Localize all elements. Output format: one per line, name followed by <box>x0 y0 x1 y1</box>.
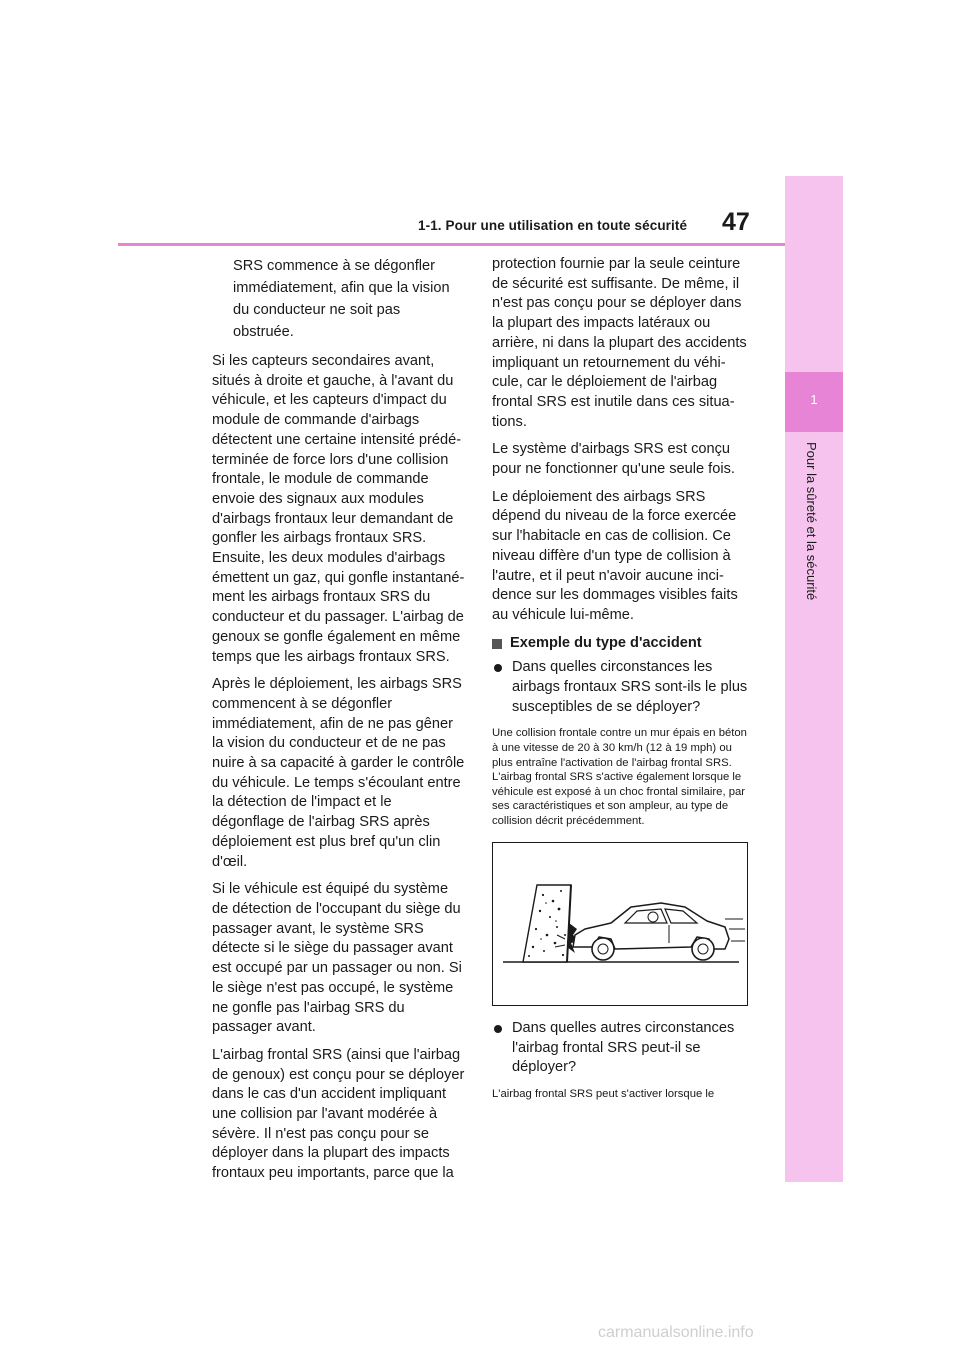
bullet-item <box>492 658 750 717</box>
right-column-lower <box>492 1019 750 1110</box>
bullet-item <box>492 1019 750 1078</box>
chapter-side-tab[interactable] <box>785 176 843 1182</box>
page-number: 47 <box>722 208 750 236</box>
car-wall-collision-icon <box>493 843 746 1004</box>
chapter-label: Pour la sûreté et la sécurité <box>804 442 819 601</box>
bullet-dot-icon <box>494 664 502 672</box>
paragraph: Le système d'airbags SRS est conçu pour ne fonctionner qu'une seule fois. <box>492 441 735 478</box>
paragraph: Après le déploiement, les airbags SRS commencent à se dégonfler immédiatement, afin de ne pas gêner la vision du conducteur et de ne pas nuire à sa capacité à garder le contrôle du véhicule. Le temps s'écoulant entre la détection de l'impact et le dégonflage de l'airbag SRS après déploiement est plus bref qu'un clin d'œil. <box>212 676 465 870</box>
note-text: Une collision frontale contre un mur épais en béton à une vitesse de 20 à 30 km/h (12 à 19 mph) ou plus entraîne l'activation de l'airbag frontal SRS. L'airbag frontal SRS s'active également lorsque le véhicule est exposé à un choc frontal similaire, par ses caractéristiques et son ampleur, au type de collision décrit précédemment. <box>492 727 747 828</box>
paragraph: SRS commence à se dégonfler immédiatement, afin que la vision du conducteur ne soit pas obstruée. <box>233 258 450 340</box>
bullet-text: Dans quelles autres circonstances l'airbag frontal SRS peut-il se déployer? <box>512 1020 735 1076</box>
chapter-number: 1 <box>810 392 818 407</box>
left-column <box>212 255 465 1192</box>
square-bullet-icon <box>492 639 502 649</box>
bullet-text: Dans quelles circonstances les airbags frontaux SRS sont-ils le plus susceptibles de se déployer? <box>512 659 748 715</box>
watermark[interactable]: carmanualsonline.info <box>598 1324 754 1341</box>
collision-illustration <box>492 842 748 1006</box>
bullet-dot-icon <box>494 1025 502 1033</box>
section-heading <box>492 634 750 654</box>
paragraph: Si le véhicule est équipé du système de détection de l'occupant du siège du passager avant, le système SRS détecte si le siège du passager avant est occupé par un passager ou non. Si le siège n'est pas occupé, le système ne gonfle pas l'airbag SRS du passager avant. <box>212 881 462 1036</box>
right-column <box>492 255 750 837</box>
section-title: 1-1. Pour une utilisation en toute sécurité <box>418 218 688 233</box>
header-divider <box>118 243 785 246</box>
heading-text: Exemple du type d'accident <box>510 634 702 651</box>
note-text: L'airbag frontal SRS peut s'activer lorsque le <box>492 1088 715 1101</box>
paragraph: Le déploiement des airbags SRS dépend du niveau de la force exercée sur l'habitacle en cas de collision. Ce niveau diffère d'un type de collision à l'autre, et il peut n'avoir aucune incidence sur les dommages visibles faits au véhicule lui-même. <box>492 488 738 623</box>
paragraph: L'airbag frontal SRS (ainsi que l'airbag de genoux) est conçu pour se déployer dans le cas d'un accident impliquant une collision par l'avant modérée à sévère. Il n'est pas conçu pour se déployer dans la plupart des impacts frontaux peu importants, parce que la <box>212 1046 465 1182</box>
paragraph: protection fournie par la seule ceinture de sécurité est suffisante. De même, il n'est pas conçu pour se déployer dans la plupart des impacts latéraux ou arrière, ni dans la plupart des accidents impliquant un retournement du véhicule, car le déploiement de l'airbag frontal SRS est inutile dans ces situations. <box>492 256 747 430</box>
paragraph: Si les capteurs secondaires avant, situés à droite et gauche, à l'avant du véhicule, et les capteurs d'impact du module de commande d'airbags détectent une certaine intensité prédéterminée de force lors d'une collision frontale, le module de commande envoie des signaux aux modules d'airbags frontaux leur demandant de gonfler les airbags frontaux SRS. Ensuite, les deux modules d'airbags émettent un gaz, qui gonfle instantanément les airbags frontaux SRS du conducteur et du passager. L'airbag de genoux se gonfle également en même temps que les airbags frontaux SRS. <box>212 353 465 665</box>
